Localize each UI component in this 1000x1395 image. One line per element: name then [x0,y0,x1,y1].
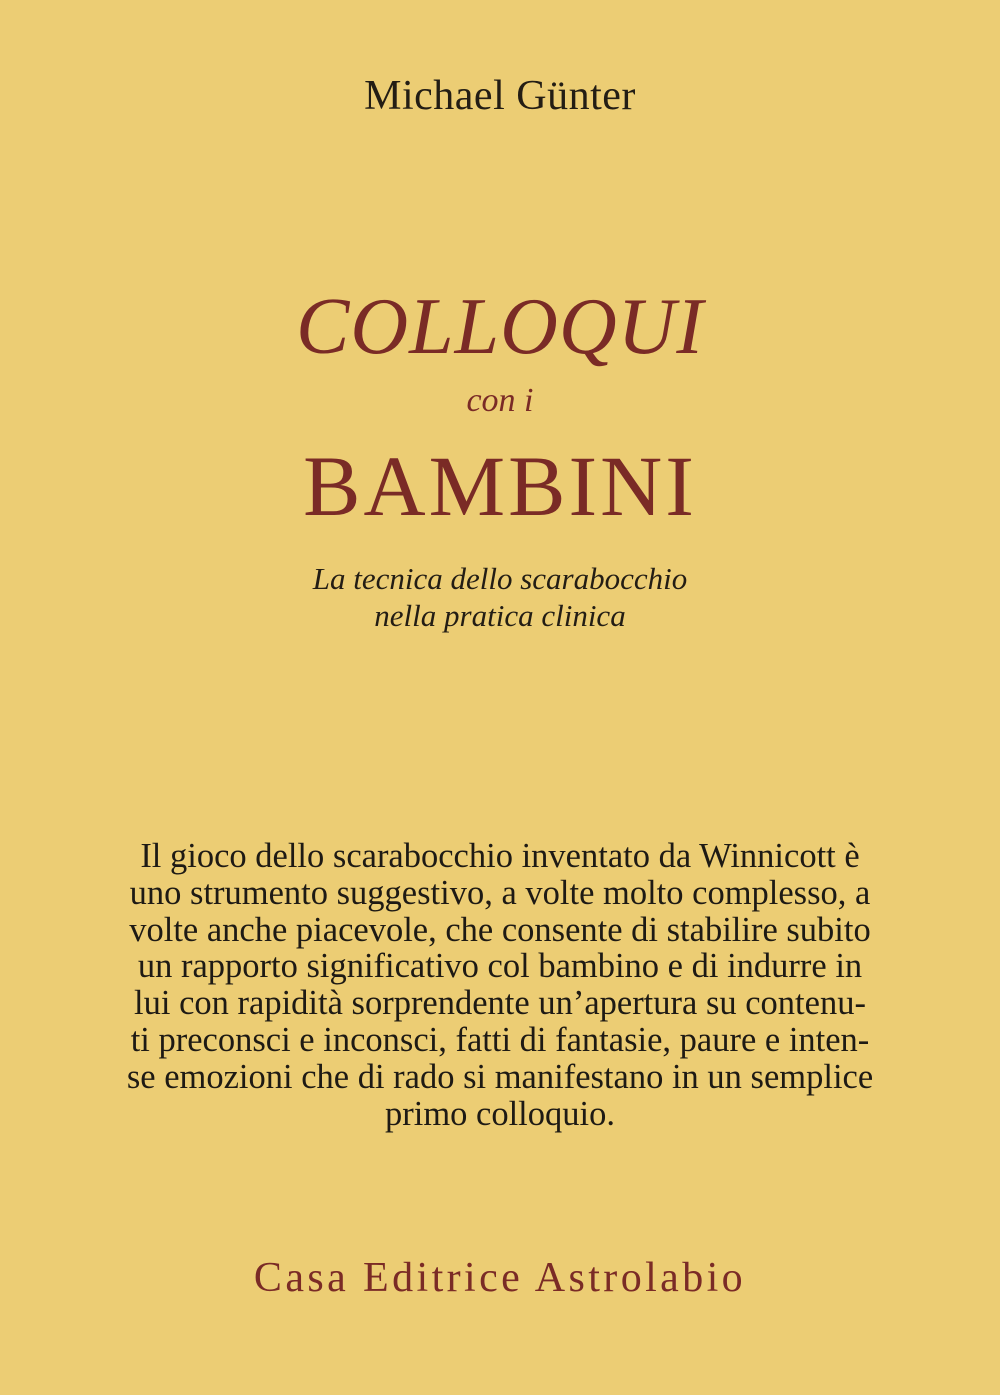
blurb-line: ti preconsci e inconsci, fatti di fantasie, paure e inten- [130,1020,870,1059]
subtitle-line: nella pratica clinica [374,598,626,633]
title-connector: con i [466,382,534,419]
blurb-line: se emozioni che di rado si manifestano in un semplice [126,1057,874,1096]
cover-blurb [0,838,1000,1132]
blurb-line: primo colloquio. [385,1094,615,1133]
subtitle [0,560,1000,634]
author-name: Michael Günter [364,73,636,119]
publisher-name: Casa Editrice Astrolabio [253,1255,747,1301]
blurb-line: un rapporto significativo col bambino e di indurre in [137,947,863,986]
blurb-line: uno strumento suggestivo, a volte molto complesso, a [129,873,871,912]
subtitle-line: La tecnica dello scarabocchio [312,561,688,596]
blurb-line: lui con rapidità sorprendente un’apertura su contenu- [134,984,866,1023]
blurb-line: volte anche piacevole, che consente di stabilire subito [129,910,871,949]
title-bambini: BAMBINI [303,438,697,534]
title-colloqui: COLLOQUI [295,283,705,371]
blurb-line: Il gioco dello scarabocchio inventato da Winnicott è [140,837,860,875]
